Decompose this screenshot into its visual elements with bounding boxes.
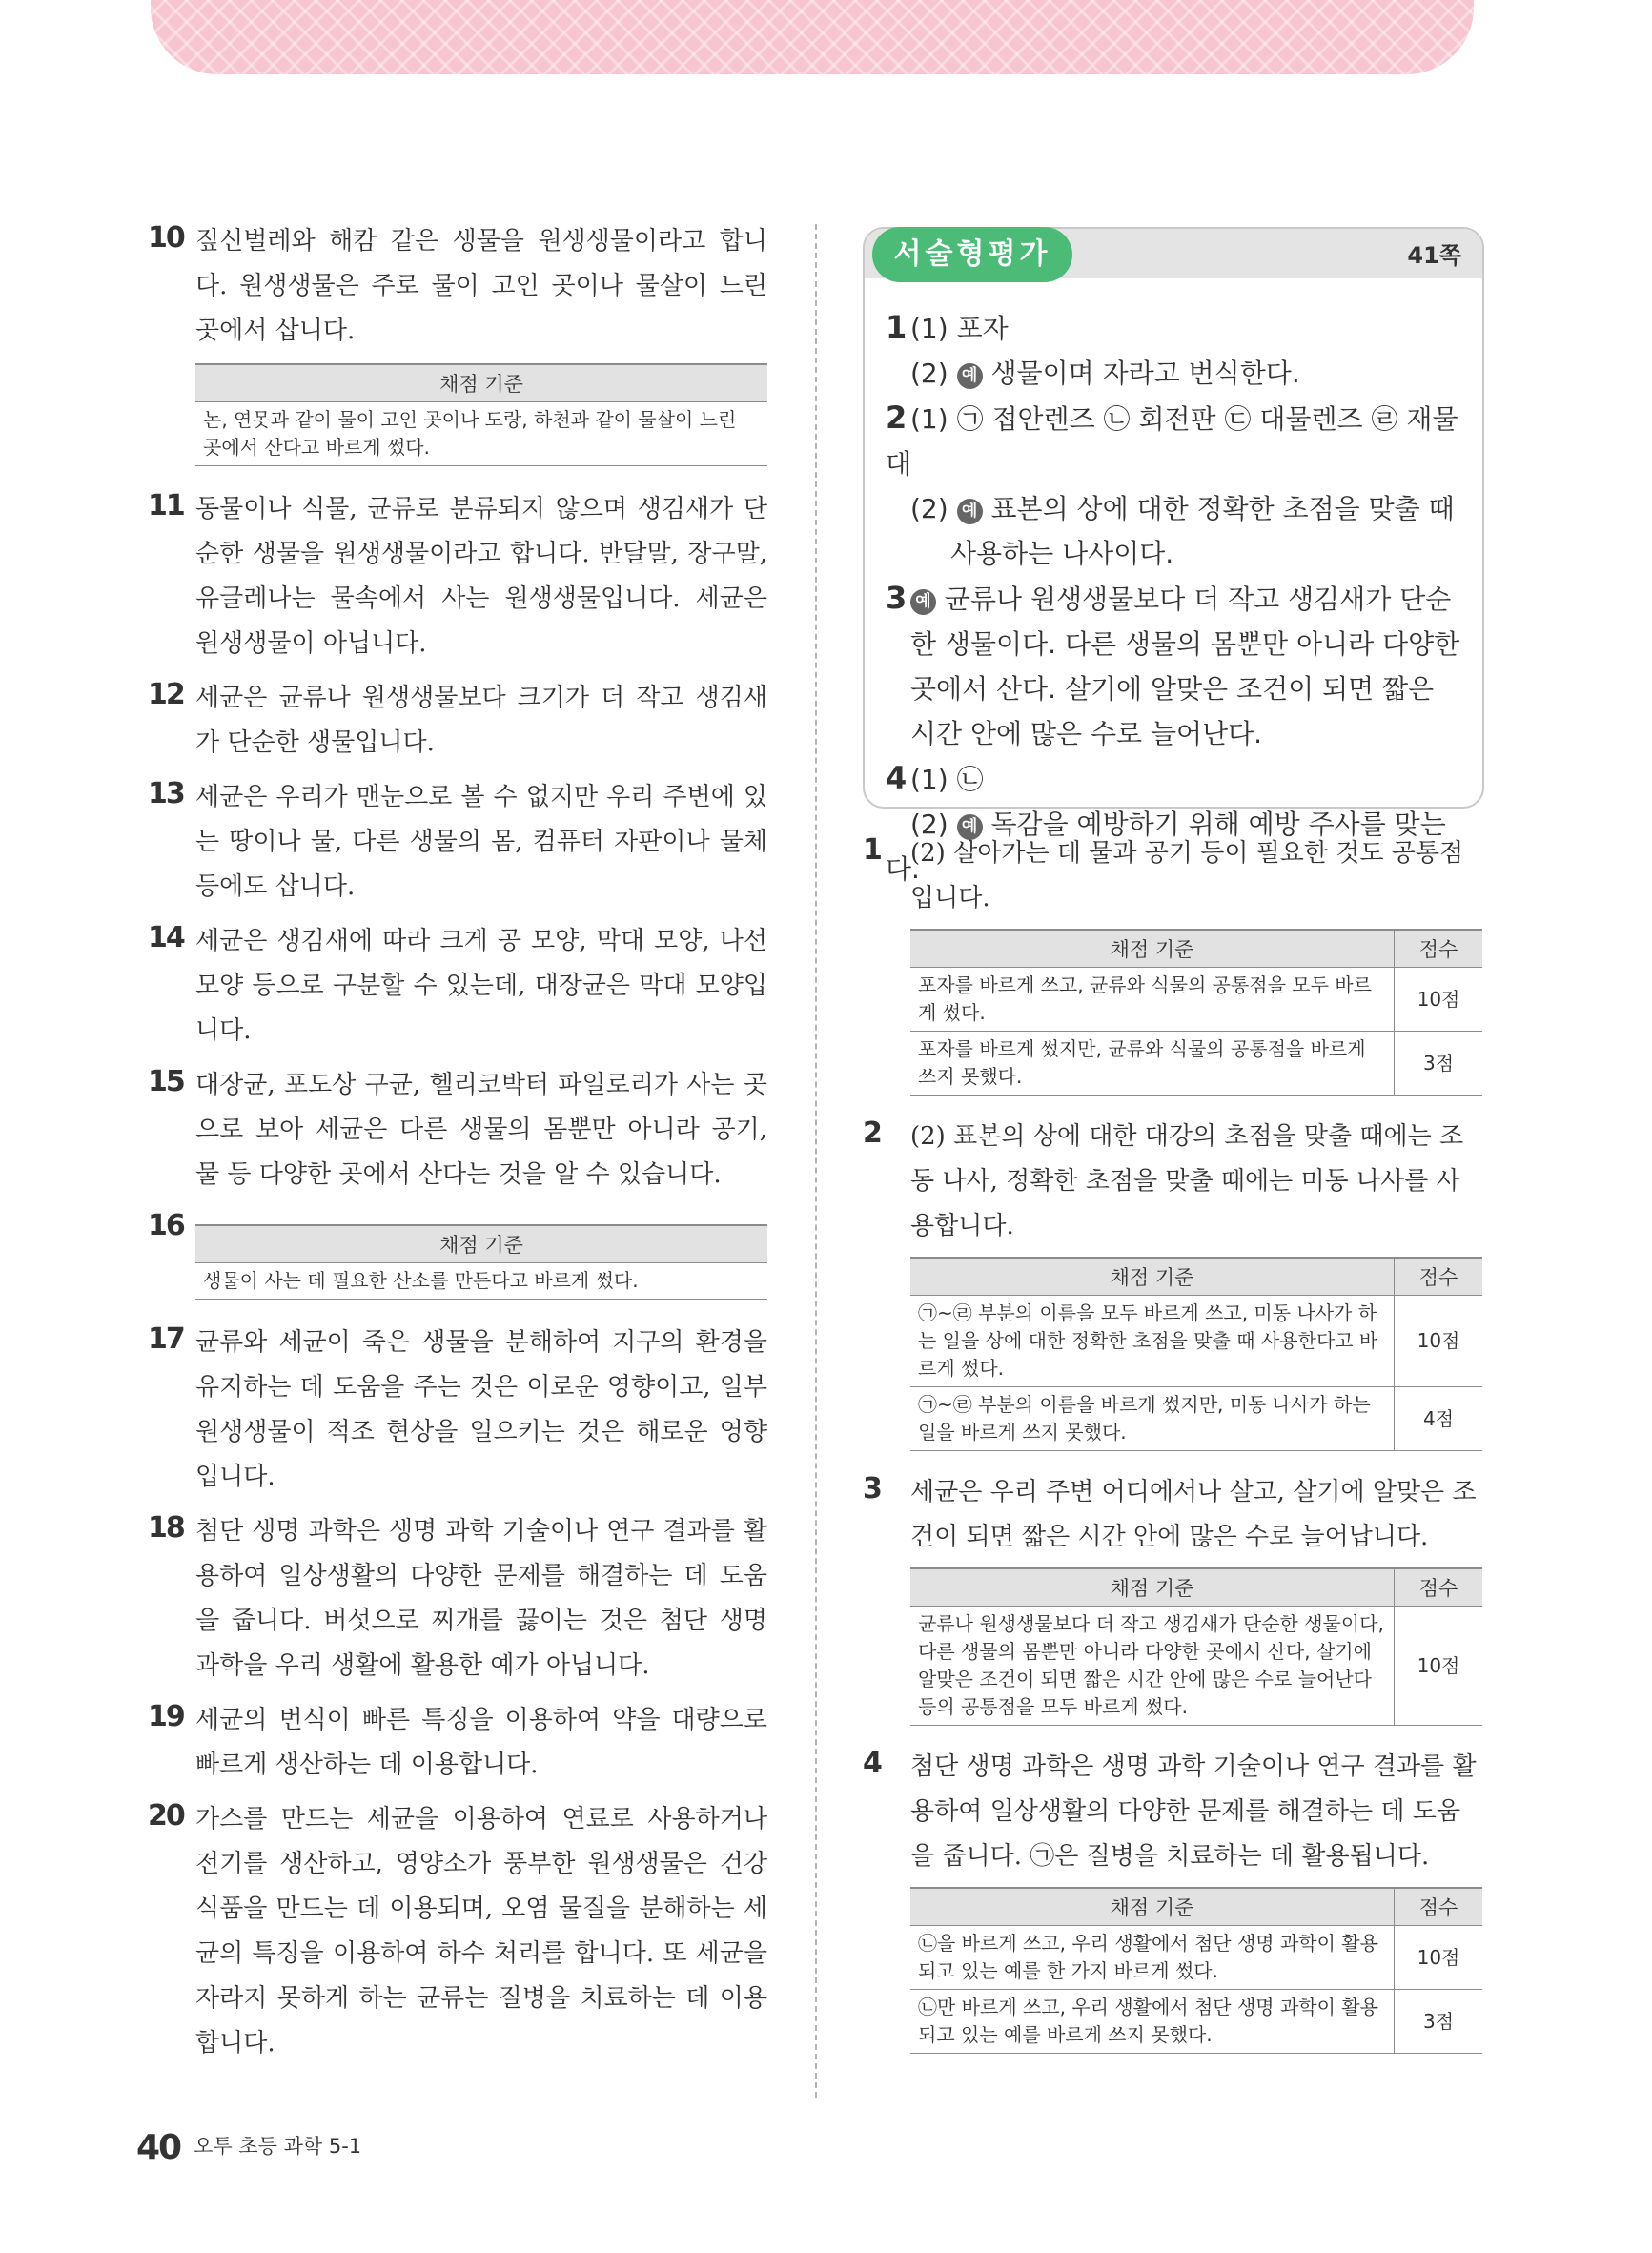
question-number: 15 xyxy=(148,1065,184,1098)
scoring-header: 채점 기준 xyxy=(195,364,767,402)
explanation-1 xyxy=(863,831,1482,1096)
question-explanation: 동물이나 식물, 균류로 분류되지 않으며 생김새가 단순한 생물을 원생생물이라고 합니다. 반달말, 장구말, 유글레나는 물속에서 사는 원생생물입니다. 세균은 원생생물이 아닙니다. xyxy=(195,495,767,658)
question-explanation: 세균은 균류나 원생생물보다 크기가 더 작고 생김새가 단순한 생물입니다. xyxy=(195,684,767,757)
question-explanation: 세균은 생김새에 따라 크게 공 모양, 막대 모양, 나선 모양 등으로 구분할 수 있는데, 대장균은 막대 모양입니다. xyxy=(195,927,767,1045)
answer-line: (2) 예 독감을 예방하기 위해 예방 주사를 맞는다. xyxy=(886,809,1446,885)
scoring-header: 채점 기준 xyxy=(195,1225,767,1263)
book-title: 오투 초등 과학 5-1 xyxy=(194,2135,362,2158)
table-row: 균류나 원생생물보다 더 작고 생김새가 단순한 생물이다, 다른 생물의 몸뿐만 아니라 다양한 곳에서 산다, 살기에 알맞은 조건이 되면 짧은 시간 안에 많은 수로 늘어난다 등의 공통점을 모두 바르게 썼다. 10점 xyxy=(910,1607,1482,1726)
scoring-table-1: 채점 기준 점수 포자를 바르게 쓰고, 균류와 식물의 공통점을 모두 바르게 썼다. 10점 포자를 바르게 썼지만, 균류와 식물의 공통점을 바르게 쓰지 못했다. 3점 xyxy=(910,929,1482,1096)
table-row: ㉡만 바르게 쓰고, 우리 생활에서 첨단 생명 과학이 활용되고 있는 예를 바르게 쓰지 못했다. 3점 xyxy=(910,1990,1482,2054)
column-divider xyxy=(815,224,817,2098)
question-15 xyxy=(148,1063,767,1198)
question-number: 13 xyxy=(148,777,184,810)
explanation-3 xyxy=(863,1470,1482,1726)
example-mark-icon: 예 xyxy=(910,589,936,615)
explanation-text: 첨단 생명 과학은 생명 과학 기술이나 연구 결과를 활용하여 일상생활의 다양한 문제를 해결하는 데 도움을 줍니다. ㉠은 질병을 치료하는 데 활용됩니다. xyxy=(910,1752,1477,1871)
question-number: 16 xyxy=(148,1209,184,1242)
answer-line: (2) 예 생물이며 자라고 번식한다. xyxy=(910,358,1300,389)
scoring-row: 논, 연못과 같이 물이 고인 곳이나 도랑, 하천과 같이 물살이 느린 곳에서 산다고 바르게 썼다. xyxy=(195,402,767,466)
question-number: 12 xyxy=(148,678,184,711)
question-number: 3 xyxy=(863,1472,883,1505)
question-number: 14 xyxy=(148,921,184,954)
question-19 xyxy=(148,1698,767,1788)
table-row: ㉠~㉣ 부분의 이름을 모두 바르게 쓰고, 미동 나사가 하는 일을 상에 대한 정확한 초점을 맞출 때 사용한다고 바르게 썼다. 10점 xyxy=(910,1296,1482,1387)
top-decorative-banner xyxy=(151,0,1474,74)
question-12 xyxy=(148,676,767,766)
question-explanation: 짚신벌레와 해캄 같은 생물을 원생생물이라고 합니다. 원생생물은 주로 물이 고인 곳이나 물살이 느린 곳에서 삽니다. xyxy=(195,227,767,345)
explanation-2 xyxy=(863,1115,1482,1451)
question-number: 18 xyxy=(148,1511,184,1545)
box-page-reference: 41쪽 xyxy=(1407,242,1461,269)
answer-line: 곳에서 산다. 살기에 알맞은 조건이 되면 짧은 xyxy=(910,673,1435,705)
table-row: 포자를 바르게 썼지만, 균류와 식물의 공통점을 바르게 쓰지 못했다. 3점 xyxy=(910,1032,1482,1096)
question-17 xyxy=(148,1321,767,1500)
answer-line: (2) 예 표본의 상에 대한 정확한 초점을 맞출 때 xyxy=(910,493,1455,524)
left-column xyxy=(148,219,767,2076)
scoring-row: 생물이 사는 데 필요한 산소를 만든다고 바르게 썼다. xyxy=(195,1263,767,1300)
page-number: 40 xyxy=(136,2128,181,2167)
answer-line: 한 생물이다. 다른 생물의 몸뿐만 아니라 다양한 xyxy=(910,628,1460,660)
example-mark-icon: 예 xyxy=(957,363,983,389)
explanation-text: (2) 살아가는 데 물과 공기 등이 필요한 것도 공통점입니다. xyxy=(910,839,1464,912)
answer-line: 2 (1) ㉠ 접안렌즈 ㉡ 회전판 ㉢ 대물렌즈 ㉣ 재물대 xyxy=(886,399,1458,480)
question-number: 4 xyxy=(863,1747,883,1780)
question-10 xyxy=(148,219,767,354)
right-column xyxy=(863,227,1482,2054)
explanation-4 xyxy=(863,1745,1482,2054)
answer-line: 3 예 균류나 원생생물보다 더 작고 생김새가 단순 xyxy=(886,580,1452,616)
answer-line: 시간 안에 많은 수로 늘어난다. xyxy=(910,718,1263,749)
explanation-text: (2) 표본의 상에 대한 대강의 초점을 맞출 때에는 조동 나사, 정확한 초점을 맞출 때에는 미동 나사를 사용합니다. xyxy=(910,1122,1464,1240)
box-title-badge: 서술형평가 xyxy=(872,227,1072,282)
answer-line: 4 (1) ㉡ xyxy=(886,760,984,796)
question-explanation: 균류와 세균이 죽은 생물을 분해하여 지구의 환경을 유지하는 데 도움을 주는 것은 이로운 영향이고, 일부 원생생물이 적조 현상을 일으키는 것은 해로운 영향입니다. xyxy=(195,1328,767,1491)
scoring-table-4: 채점 기준 점수 ㉡을 바르게 쓰고, 우리 생활에서 첨단 생명 과학이 활용되고 있는 예를 한 가지 바르게 썼다. 10점 ㉡만 바르게 쓰고, 우리 생활에서 첨단 생명 과학이 활용되고 있는 예를 바르게 쓰지 못했다. 3점 xyxy=(910,1887,1482,2054)
question-number: 1 xyxy=(863,833,883,867)
scoring-table-2: 채점 기준 점수 ㉠~㉣ 부분의 이름을 모두 바르게 쓰고, 미동 나사가 하는 일을 상에 대한 정확한 초점을 맞출 때 사용한다고 바르게 썼다. 10점 ㉠~㉣ 부분의 이름을 바르게 썼지만, 미동 나사가 하는 일을 바르게 쓰지 못했다. 4점 xyxy=(910,1257,1482,1451)
question-20 xyxy=(148,1797,767,2066)
question-11 xyxy=(148,487,767,666)
page-footer xyxy=(136,2128,361,2167)
question-explanation: 가스를 만드는 세균을 이용하여 연료로 사용하거나 전기를 생산하고, 영양소가 풍부한 원생생물은 건강식품을 만드는 데 이용되며, 오염 물질을 분해하는 세균의 특징을 이용하여 하수 처리를 합니다. 또 세균을 자라지 못하게 하는 균류는 질병을 치료하는 데 이용합니다. xyxy=(195,1805,767,2058)
question-explanation: 대장균, 포도상 구균, 헬리코박터 파일로리가 사는 곳으로 보아 세균은 다른 생물의 몸뿐만 아니라 공기, 물 등 다양한 곳에서 산다는 것을 알 수 있습니다. xyxy=(195,1071,767,1189)
question-18 xyxy=(148,1509,767,1689)
question-number: 11 xyxy=(148,489,184,522)
question-13 xyxy=(148,775,767,910)
question-explanation xyxy=(195,1207,767,1245)
question-explanation: 세균의 번식이 빠른 특징을 이용하여 약을 대량으로 빠르게 생산하는 데 이용합니다. xyxy=(195,1706,767,1779)
scoring-table-10 xyxy=(195,363,767,466)
question-number: 19 xyxy=(148,1700,184,1733)
example-mark-icon: 예 xyxy=(957,499,983,524)
table-row: 포자를 바르게 쓰고, 균류와 식물의 공통점을 모두 바르게 썼다. 10점 xyxy=(910,968,1482,1032)
answer-line: 사용하는 나사이다. xyxy=(950,538,1174,569)
question-number: 17 xyxy=(148,1322,184,1356)
question-explanation: 세균은 우리가 맨눈으로 볼 수 없지만 우리 주변에 있는 땅이나 물, 다른 생물의 몸, 컴퓨터 자판이나 물체 등에도 삽니다. xyxy=(195,783,767,901)
scoring-table-3: 채점 기준 점수 균류나 원생생물보다 더 작고 생김새가 단순한 생물이다, 다른 생물의 몸뿐만 아니라 다양한 곳에서 산다, 살기에 알맞은 조건이 되면 짧은 시간 안에 많은 수로 늘어난다 등의 공통점을 모두 바르게 썼다. 10점 xyxy=(910,1567,1482,1726)
explanation-text: 세균은 우리 주변 어디에서나 살고, 살기에 알맞은 조건이 되면 짧은 시간 안에 많은 수로 늘어납니다. xyxy=(910,1478,1477,1551)
question-explanation: 첨단 생명 과학은 생명 과학 기술이나 연구 결과를 활용하여 일상생활의 다양한 문제를 해결하는 데 도움을 줍니다. 버섯으로 찌개를 끓이는 것은 첨단 생명 과학을 우리 생활에 활용한 예가 아닙니다. xyxy=(195,1517,767,1680)
table-row: ㉠~㉣ 부분의 이름을 바르게 썼지만, 미동 나사가 하는 일을 바르게 쓰지 못했다. 4점 xyxy=(910,1387,1482,1451)
question-number: 10 xyxy=(148,221,184,255)
example-mark-icon: 예 xyxy=(957,814,983,840)
question-16 xyxy=(148,1207,767,1245)
question-number: 2 xyxy=(863,1116,883,1150)
question-number: 20 xyxy=(148,1799,184,1833)
answer-line: 1 (1) 포자 xyxy=(886,309,1009,345)
question-14 xyxy=(148,919,767,1054)
table-row: ㉡을 바르게 쓰고, 우리 생활에서 첨단 생명 과학이 활용되고 있는 예를 한 가지 바르게 썼다. 10점 xyxy=(910,1926,1482,1990)
